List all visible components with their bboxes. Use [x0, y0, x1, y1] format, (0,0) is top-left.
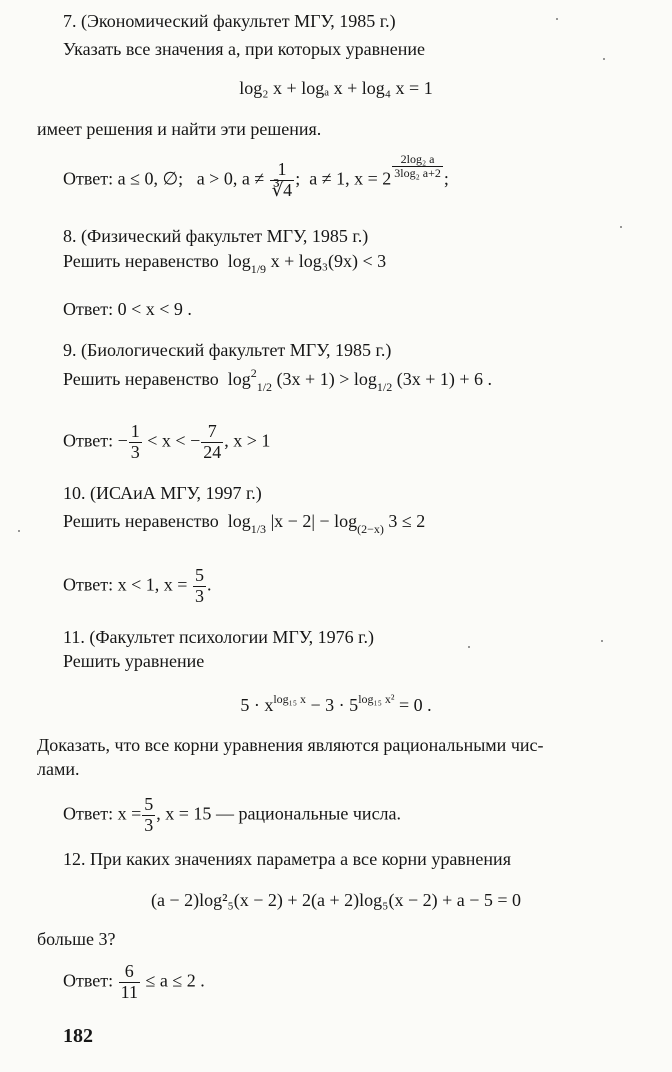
problem-12-header: 12. При каких значениях параметра a все корни уравнения [63, 849, 511, 869]
problem-12-equation: (a − 2)log²₅(x − 2) + 2(a + 2)log₅(x − 2) + a − 5 = 0 [150, 890, 522, 910]
problem-11-proof-line2: лами. [37, 759, 80, 779]
problem-10-answer: Ответ: x < 1, x = $\frac{5}{3}$ . [63, 565, 212, 606]
problem-9-header: 9. (Биологический факультет МГУ, 1985 г.) [63, 340, 392, 360]
problem-10-statement: Решить неравенство $\log_{1/3} |x - 2| - \log_{(2-x)} 3 \le 2$ [63, 511, 426, 536]
scan-speck [18, 530, 20, 532]
scan-speck [603, 58, 605, 60]
problem-7-statement: Указать все значения a, при которых уравнение [63, 39, 425, 59]
exponent-fraction: $\frac{\text{2log₂ a}}{\text{3log₂ a+2}}$ [394, 151, 441, 180]
problem-11-header: 11. (Факультет психологии МГУ, 1976 г.) [63, 627, 374, 647]
problem-8-header: 8. (Физический факультет МГУ, 1985 г.) [63, 226, 369, 246]
fraction: $\frac{5}{3}$ [144, 794, 154, 835]
problem-7-equation: log₂ x + logₐ x + log₄ x = 1 [239, 78, 433, 98]
answer-label: Ответ: [63, 803, 114, 824]
fraction: $\frac{5}{3}$ [194, 565, 204, 606]
problem-7-statement-cont: имеет решения и найти эти решения. [37, 119, 322, 139]
problem-11-equation: $5 \cdot x^{log_{15} x} - 3 \cdot 5^{log_{15} x^2} = 0$ . [240, 692, 432, 715]
answer-label: Ответ: [63, 970, 114, 991]
scan-speck [601, 640, 603, 642]
problem-7-header: 7. (Экономический факультет МГУ, 1985 г.) [63, 11, 396, 31]
fraction: $\frac{1}{∛4}$ [271, 159, 293, 200]
answer-label: Ответ: [63, 574, 114, 595]
problem-11-answer: Ответ: x = $\frac{5}{3}$ , x = 15 — рациональные числа. [63, 794, 402, 835]
answer-label: Ответ: [63, 299, 114, 319]
problem-12-answer: Ответ: $\frac{6}{11}$ ≤ a ≤ 2 . [63, 961, 205, 1002]
answer-label: Ответ: [63, 430, 114, 451]
problem-12-statement-cont: больше 3? [37, 929, 116, 949]
problem-9-statement: Решить неравенство $\log^2_{1/2} (3x + 1) > \log_{1/2} (3x + 1) + 6$ . [63, 366, 492, 394]
fraction: $\frac{1}{3}$ [130, 421, 140, 462]
problem-11-statement: Решить уравнение [63, 651, 205, 671]
problem-9-answer: Ответ: − $\frac{1}{3}$ < x < − $\frac{7}{24}$ , x > 1 [63, 421, 271, 462]
problem-8-statement: Решить неравенство $\log_{1/9} x + \log_3(9x) < 3$ [63, 251, 387, 276]
problem-11-proof-line1: Доказать, что все корни уравнения являются рациональными чис- [37, 735, 544, 755]
page-number: 182 [63, 1025, 93, 1047]
problem-10-header: 10. (ИСАиА МГУ, 1997 г.) [63, 483, 262, 503]
scan-speck [468, 646, 470, 648]
answer-label: Ответ: [63, 168, 114, 189]
problem-8-answer: Ответ: 0 < x < 9 . [63, 299, 192, 319]
scan-speck [620, 226, 622, 228]
problem-7-answer: Ответ: a ≤ 0, ∅; a > 0, a ≠ $\frac{1}{∛4}$ ; a ≠ 1, x = 2 $\frac{\text{2log₂ a}}{\text{3log₂ a+2}}$ ; [63, 151, 449, 200]
fraction: $\frac{6}{11}$ [120, 961, 138, 1002]
scan-speck [556, 18, 558, 20]
fraction: $\frac{7}{24}$ [203, 421, 222, 462]
